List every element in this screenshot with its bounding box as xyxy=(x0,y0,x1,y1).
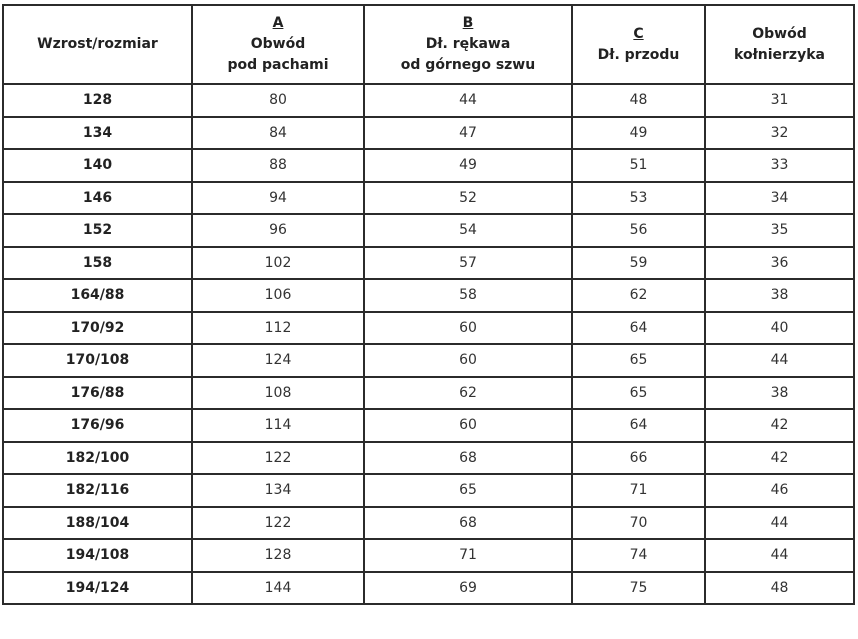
table-row xyxy=(3,442,854,475)
header-label: kołnierzyka xyxy=(734,46,825,63)
cell-collar-circumference: 35 xyxy=(705,214,854,247)
cell-collar-circumference: 44 xyxy=(705,344,854,377)
cell-sleeve-length: 54 xyxy=(364,214,572,247)
cell-height-size: 194/124 xyxy=(3,572,192,605)
cell-collar-circumference: 38 xyxy=(705,377,854,410)
cell-height-size: 140 xyxy=(3,149,192,182)
cell-underarm-circumference: 112 xyxy=(192,312,364,345)
table-row xyxy=(3,214,854,247)
cell-front-length: 64 xyxy=(572,409,705,442)
cell-height-size: 170/92 xyxy=(3,312,192,345)
table-row xyxy=(3,539,854,572)
cell-underarm-circumference: 122 xyxy=(192,507,364,540)
cell-underarm-circumference: 122 xyxy=(192,442,364,475)
cell-front-length: 75 xyxy=(572,572,705,605)
header-front-length xyxy=(572,5,705,84)
cell-front-length: 71 xyxy=(572,474,705,507)
header-label: pod pachami xyxy=(227,57,329,73)
cell-sleeve-length: 62 xyxy=(364,377,572,410)
cell-underarm-circumference: 134 xyxy=(192,474,364,507)
cell-sleeve-length: 68 xyxy=(364,507,572,540)
cell-height-size: 158 xyxy=(3,247,192,280)
table-row xyxy=(3,572,854,605)
cell-underarm-circumference: 84 xyxy=(192,117,364,150)
cell-front-length: 65 xyxy=(572,377,705,410)
column-letter: C xyxy=(633,25,644,42)
column-letter: B xyxy=(462,15,474,31)
cell-collar-circumference: 38 xyxy=(705,279,854,312)
cell-front-length: 64 xyxy=(572,312,705,345)
cell-front-length: 59 xyxy=(572,247,705,280)
cell-collar-circumference: 32 xyxy=(705,117,854,150)
cell-collar-circumference: 34 xyxy=(705,182,854,215)
cell-sleeve-length: 57 xyxy=(364,247,572,280)
table-row xyxy=(3,279,854,312)
cell-front-length: 74 xyxy=(572,539,705,572)
table-row xyxy=(3,117,854,150)
cell-underarm-circumference: 94 xyxy=(192,182,364,215)
cell-front-length: 51 xyxy=(572,149,705,182)
cell-underarm-circumference: 106 xyxy=(192,279,364,312)
cell-height-size: 176/96 xyxy=(3,409,192,442)
cell-height-size: 176/88 xyxy=(3,377,192,410)
table-row xyxy=(3,344,854,377)
size-chart-table xyxy=(2,4,855,605)
cell-collar-circumference: 31 xyxy=(705,84,854,117)
table-row xyxy=(3,149,854,182)
cell-collar-circumference: 42 xyxy=(705,442,854,475)
cell-underarm-circumference: 128 xyxy=(192,539,364,572)
cell-height-size: 182/116 xyxy=(3,474,192,507)
cell-front-length: 70 xyxy=(572,507,705,540)
cell-front-length: 65 xyxy=(572,344,705,377)
header-label: Obwód xyxy=(752,25,807,42)
table-body xyxy=(3,84,854,604)
cell-collar-circumference: 46 xyxy=(705,474,854,507)
column-letter: A xyxy=(272,15,284,31)
cell-sleeve-length: 60 xyxy=(364,344,572,377)
table-row xyxy=(3,312,854,345)
cell-sleeve-length: 60 xyxy=(364,409,572,442)
cell-front-length: 56 xyxy=(572,214,705,247)
table-row xyxy=(3,182,854,215)
cell-sleeve-length: 58 xyxy=(364,279,572,312)
table-row xyxy=(3,474,854,507)
cell-height-size: 188/104 xyxy=(3,507,192,540)
cell-sleeve-length: 49 xyxy=(364,149,572,182)
header-underarm-circumference xyxy=(192,5,364,84)
cell-underarm-circumference: 144 xyxy=(192,572,364,605)
header-sleeve-length xyxy=(364,5,572,84)
cell-height-size: 194/108 xyxy=(3,539,192,572)
table-row xyxy=(3,507,854,540)
header-row xyxy=(3,5,854,84)
cell-underarm-circumference: 102 xyxy=(192,247,364,280)
cell-sleeve-length: 60 xyxy=(364,312,572,345)
cell-underarm-circumference: 124 xyxy=(192,344,364,377)
header-collar-circumference xyxy=(705,5,854,84)
cell-underarm-circumference: 80 xyxy=(192,84,364,117)
cell-collar-circumference: 40 xyxy=(705,312,854,345)
cell-collar-circumference: 42 xyxy=(705,409,854,442)
cell-underarm-circumference: 108 xyxy=(192,377,364,410)
cell-height-size: 152 xyxy=(3,214,192,247)
cell-height-size: 128 xyxy=(3,84,192,117)
cell-height-size: 182/100 xyxy=(3,442,192,475)
cell-sleeve-length: 69 xyxy=(364,572,572,605)
table-row xyxy=(3,247,854,280)
cell-collar-circumference: 36 xyxy=(705,247,854,280)
cell-sleeve-length: 47 xyxy=(364,117,572,150)
cell-height-size: 146 xyxy=(3,182,192,215)
header-label: Wzrost/rozmiar xyxy=(37,36,158,52)
cell-collar-circumference: 33 xyxy=(705,149,854,182)
table-row xyxy=(3,409,854,442)
header-label: Dł. rękawa xyxy=(425,36,511,52)
cell-sleeve-length: 65 xyxy=(364,474,572,507)
cell-collar-circumference: 44 xyxy=(705,507,854,540)
cell-front-length: 53 xyxy=(572,182,705,215)
header-label: od górnego szwu xyxy=(400,57,536,73)
cell-height-size: 164/88 xyxy=(3,279,192,312)
cell-front-length: 62 xyxy=(572,279,705,312)
cell-front-length: 49 xyxy=(572,117,705,150)
table-row xyxy=(3,377,854,410)
cell-collar-circumference: 44 xyxy=(705,539,854,572)
cell-front-length: 48 xyxy=(572,84,705,117)
cell-underarm-circumference: 96 xyxy=(192,214,364,247)
cell-underarm-circumference: 114 xyxy=(192,409,364,442)
cell-collar-circumference: 48 xyxy=(705,572,854,605)
header-height-size xyxy=(3,5,192,84)
cell-height-size: 170/108 xyxy=(3,344,192,377)
cell-sleeve-length: 68 xyxy=(364,442,572,475)
cell-sleeve-length: 71 xyxy=(364,539,572,572)
cell-front-length: 66 xyxy=(572,442,705,475)
table-header xyxy=(3,5,854,84)
cell-sleeve-length: 52 xyxy=(364,182,572,215)
cell-height-size: 134 xyxy=(3,117,192,150)
table-row xyxy=(3,84,854,117)
header-label: Dł. przodu xyxy=(597,46,680,63)
cell-underarm-circumference: 88 xyxy=(192,149,364,182)
cell-sleeve-length: 44 xyxy=(364,84,572,117)
header-label: Obwód xyxy=(250,36,306,52)
